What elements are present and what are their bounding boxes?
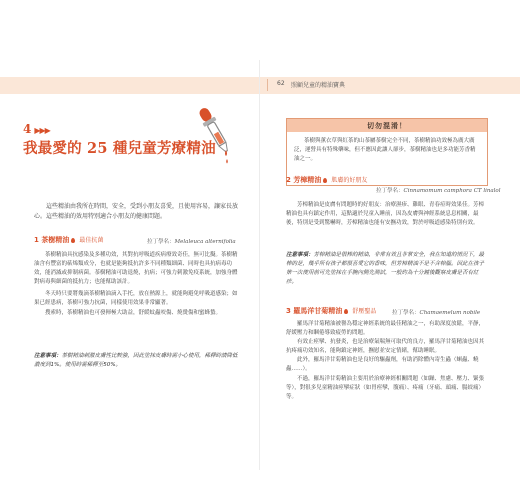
paragraph: 茶樹精油具抗感染及多種功效，其對抗呼吸道疾病療效奇佳，無可比擬。茶樹精油含有豐富的萜烯類成分，也就是能夠抵抗許多不同種類細菌、同時也具抗病毒功效，能消滅或抑制病菌。茶樹精油可助退燒，抗病；可強力刺激免疫系統，加強身體對病毒與細菌的抵抗力；也能幫助該計。 <box>34 252 238 286</box>
intro-text: 這些精油由我所在時間，安全，受到小朋友喜愛，且使用容易，讓家長放心。這些精油的效用特別適合小朋友的健康問題。 <box>34 203 239 220</box>
note-text: 芳樟精油是很棒的精油，非常有效且非常安全，我在知道的情況下，最棒的是，幾乎所有孩子都很喜愛它的香味，但芳樟精油不是不含樟腦。因此在孩子第一次使用前可先塗抹在手腕內側先測試，一般約為十分鐘後觀察皮膚是否有紅疹。 <box>286 252 485 285</box>
header-band <box>0 77 520 94</box>
latin-text: Melaleuca alternifolia <box>174 239 236 245</box>
chapter-number <box>23 122 50 136</box>
drop-icon <box>344 309 348 314</box>
tip-text <box>294 137 480 164</box>
paragraph: 羅馬洋甘菊精油被譽為穩定神經系統的最佳精油之一，有助深度放鬆，平靜，舒緩壓力和睏倦導致疲勞的問題。 <box>286 321 485 337</box>
oil-number: 3 <box>286 307 291 315</box>
oil-subtitle: 最佳抗菌 <box>79 237 104 244</box>
oil-note-ho-wood <box>286 251 486 287</box>
latin-prefix: 拉丁學名： <box>147 239 175 245</box>
note-label: 注意事項： <box>34 353 62 359</box>
oil-latin-name <box>147 237 236 245</box>
oil-number: 2 <box>286 176 291 184</box>
tip-paragraph: 茶樹與薰衣草與紅茶的山茶屬茶樹完全不同，茶樹精油功效極為廣大廣泛，運營具有特殊藥味，但不應因此讓人卻步，茶樹精油也是多功能芳香精油之一。 <box>294 138 476 162</box>
drop-icon <box>323 178 327 183</box>
paragraph: 有效止痙攣、抗發炎，也是治療氣喘無可取代的良方，羅馬洋甘菊精油也因其抗疼痛功效知名，能夠鎮定神經，撫慰並安定情緒，幫助睡眠。 <box>286 339 485 355</box>
oil-heading-roman-chamomile <box>286 306 376 316</box>
book-spine <box>259 60 260 470</box>
paragraph: 不過，羅馬洋甘菊精油主要用於治療神經相關問題（如躁、焦慮、壓力、緊張等），對很多兒童精油痙攣症狀（如胃痙攣，腹痛）、疼痛（牙痛、頭痛、腸絞痛）等。 <box>286 375 485 400</box>
dropper-icon <box>197 103 235 165</box>
page-number: 62 <box>277 80 285 87</box>
chapter-arrows: ▶▶▶ <box>34 125 50 135</box>
oil-heading-ho-wood <box>286 175 367 185</box>
note-label: 注意事項： <box>286 252 314 258</box>
oil-subtitle: 舒壓聖品 <box>352 308 377 315</box>
oil-note-tea-tree <box>34 352 240 370</box>
oil-heading-tea-tree <box>34 235 103 245</box>
chapter-number-text: 4 <box>23 122 32 136</box>
running-head: 照顧兒童的精油寶典 <box>291 82 346 89</box>
latin-text: Chamaemelum nobile <box>419 310 481 316</box>
oil-latin-name <box>376 186 501 194</box>
header-divider <box>267 79 268 91</box>
latin-text: Cinnamomum camphora CT linalol <box>403 188 501 194</box>
oil-name: 羅馬洋甘菊精油 <box>293 307 343 315</box>
intro-paragraph <box>34 202 240 222</box>
tip-title: 切勿混淆！ <box>367 122 407 130</box>
note-text: 茶樹精油刺激皮膚性比較強，因此塗抹皮膚時需小心使用，稀釋時請降低濃度到1%。 <box>34 353 238 368</box>
note-tail: 使用時需稀釋至50%。 <box>64 362 121 368</box>
paragraph: 芳樟精油是皮膚有問題時的好朋友：治療濕疹、雞眼、青春痘時效果佳。芳樟精油也具有鎮定作用，這點適於兒童入睡前，因為皮膚與神經系統息息相關，最後，特別是受到驚嚇時，芳樟精油也能有安撫功效，對於呼吸道感染特別有效。 <box>286 202 485 227</box>
oil-latin-name <box>392 308 480 316</box>
latin-prefix: 拉丁學名： <box>392 310 420 316</box>
drop-icon <box>71 238 75 243</box>
oil-number: 1 <box>34 236 39 244</box>
oil-subtitle: 肌膚的好朋友 <box>331 177 368 184</box>
oil-body-tea-tree <box>34 251 240 318</box>
oil-body-roman-chamomile <box>286 320 486 402</box>
paragraph: 冬天時只要將幾滴茶樹精油滴入手托，放在熱源上，就能夠避免呼吸道感染；如果已經患病，茶樹可強力抗菌，同樣使用效果非常顯著。 <box>34 291 238 307</box>
oil-body-ho-wood <box>286 201 486 228</box>
paragraph: 搜索時，茶樹精油也可發揮極大助益，舒緩蚊蟲咬傷、燒燙傷和蜜蜂蟄。 <box>45 309 222 316</box>
paragraph: 此外，羅馬洋甘菊精油也是良好的驅蟲劑，有助消除體內寄生蟲（蛔蟲、蟯蟲……）。 <box>286 357 479 373</box>
oil-name: 茶樹精油 <box>41 236 70 244</box>
chapter-title: 我最愛的 25 種兒童芳療精油 <box>23 140 216 157</box>
latin-prefix: 拉丁學名： <box>376 188 404 194</box>
oil-name: 芳樟精油 <box>293 176 322 184</box>
